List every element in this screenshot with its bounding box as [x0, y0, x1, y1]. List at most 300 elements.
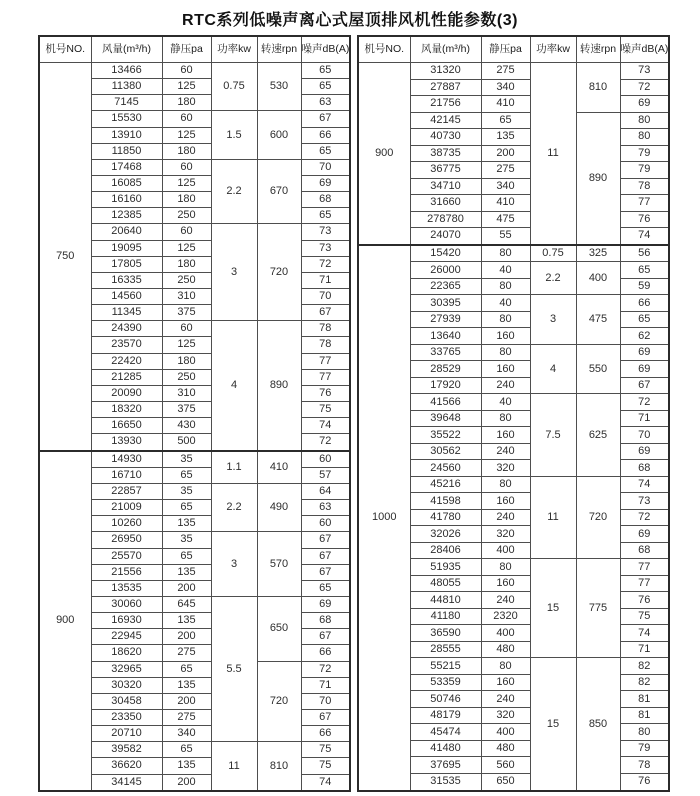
noise-cell: 69	[301, 596, 350, 612]
flow-cell: 36775	[410, 162, 481, 179]
pressure-cell: 645	[162, 596, 211, 612]
flow-cell: 23350	[91, 709, 162, 725]
pressure-cell: 40	[481, 394, 530, 411]
pressure-cell: 80	[481, 245, 530, 262]
noise-cell: 70	[301, 159, 350, 175]
flow-cell: 34710	[410, 178, 481, 195]
noise-cell: 68	[620, 460, 669, 477]
noise-cell: 69	[620, 344, 669, 361]
pressure-cell: 320	[481, 707, 530, 724]
noise-cell: 68	[301, 192, 350, 208]
pressure-cell: 340	[481, 79, 530, 96]
speed-cell: 720	[257, 224, 301, 321]
pressure-cell: 250	[162, 369, 211, 385]
power-cell: 3	[211, 224, 257, 321]
noise-cell: 68	[620, 542, 669, 559]
col-header-model: 机号NO.	[39, 36, 91, 63]
flow-cell: 17805	[91, 256, 162, 272]
noise-cell: 72	[301, 256, 350, 272]
flow-cell: 22945	[91, 629, 162, 645]
pressure-cell: 35	[162, 484, 211, 500]
noise-cell: 67	[620, 377, 669, 394]
flow-cell: 16650	[91, 418, 162, 434]
power-cell: 11	[530, 476, 576, 559]
speed-cell: 410	[257, 451, 301, 484]
speed-cell: 475	[576, 295, 620, 345]
pressure-cell: 400	[481, 625, 530, 642]
flow-cell: 21009	[91, 500, 162, 516]
flow-cell: 42145	[410, 112, 481, 129]
noise-cell: 60	[301, 516, 350, 532]
noise-cell: 65	[301, 79, 350, 95]
power-cell: 4	[211, 321, 257, 451]
pressure-cell: 200	[162, 629, 211, 645]
header-row	[39, 36, 350, 63]
pressure-cell: 160	[481, 575, 530, 592]
pressure-cell: 80	[481, 278, 530, 295]
pressure-cell: 375	[162, 401, 211, 417]
pressure-cell: 275	[162, 645, 211, 661]
flow-cell: 20710	[91, 726, 162, 742]
flow-cell: 33765	[410, 344, 481, 361]
flow-cell: 31535	[410, 773, 481, 791]
col-header-noise: 噪声dB(A)	[301, 36, 350, 63]
pressure-cell: 320	[481, 526, 530, 543]
pressure-cell: 250	[162, 272, 211, 288]
noise-cell: 74	[620, 228, 669, 245]
flow-cell: 26000	[410, 262, 481, 279]
pressure-cell: 60	[162, 111, 211, 127]
noise-cell: 67	[301, 111, 350, 127]
flow-cell: 15420	[410, 245, 481, 262]
flow-cell: 14930	[91, 451, 162, 468]
col-header-flow: 风量(m³/h)	[410, 36, 481, 63]
col-header-power: 功率kw	[211, 36, 257, 63]
noise-cell: 72	[301, 434, 350, 451]
speed-cell: 810	[257, 742, 301, 791]
power-cell: 11	[211, 742, 257, 791]
pressure-cell: 60	[162, 63, 211, 79]
pressure-cell: 60	[162, 224, 211, 240]
speed-cell: 890	[576, 112, 620, 245]
noise-cell: 66	[301, 645, 350, 661]
pressure-cell: 135	[162, 564, 211, 580]
speed-cell: 650	[257, 596, 301, 661]
noise-cell: 71	[620, 410, 669, 427]
noise-cell: 74	[301, 774, 350, 791]
speed-cell: 600	[257, 111, 301, 159]
noise-cell: 77	[301, 369, 350, 385]
speed-cell: 720	[576, 476, 620, 559]
model-cell: 1000	[358, 245, 410, 791]
power-cell: 0.75	[530, 245, 576, 262]
noise-cell: 71	[620, 641, 669, 658]
noise-cell: 77	[301, 353, 350, 369]
noise-cell: 76	[620, 211, 669, 228]
col-header-noise: 噪声dB(A)	[620, 36, 669, 63]
flow-cell: 30458	[91, 693, 162, 709]
pressure-cell: 200	[481, 145, 530, 162]
flow-cell: 16160	[91, 192, 162, 208]
flow-cell: 27887	[410, 79, 481, 96]
flow-cell: 48055	[410, 575, 481, 592]
pressure-cell: 35	[162, 451, 211, 468]
noise-cell: 74	[620, 625, 669, 642]
col-header-model: 机号NO.	[358, 36, 410, 63]
flow-cell: 7145	[91, 95, 162, 111]
flow-cell: 18620	[91, 645, 162, 661]
flow-cell: 55215	[410, 658, 481, 675]
pressure-cell: 240	[481, 443, 530, 460]
pressure-cell: 2320	[481, 608, 530, 625]
pressure-cell: 275	[162, 709, 211, 725]
pressure-cell: 80	[481, 559, 530, 576]
flow-cell: 41598	[410, 493, 481, 510]
pressure-cell: 65	[481, 112, 530, 129]
speed-cell: 490	[257, 484, 301, 532]
power-cell: 2.2	[211, 159, 257, 224]
noise-cell: 80	[620, 724, 669, 741]
noise-cell: 63	[301, 95, 350, 111]
flow-cell: 38735	[410, 145, 481, 162]
power-cell: 2.2	[211, 484, 257, 532]
flow-cell: 11850	[91, 143, 162, 159]
pressure-cell: 65	[162, 467, 211, 483]
pressure-cell: 275	[481, 162, 530, 179]
flow-cell: 11380	[91, 79, 162, 95]
col-header-speed: 转速rpn	[257, 36, 301, 63]
noise-cell: 74	[620, 476, 669, 493]
flow-cell: 41180	[410, 608, 481, 625]
power-cell: 15	[530, 559, 576, 658]
noise-cell: 65	[620, 262, 669, 279]
flow-cell: 30562	[410, 443, 481, 460]
flow-cell: 30395	[410, 295, 481, 312]
flow-cell: 31320	[410, 63, 481, 80]
flow-cell: 30060	[91, 596, 162, 612]
flow-cell: 28555	[410, 641, 481, 658]
noise-cell: 73	[620, 63, 669, 80]
noise-cell: 69	[620, 526, 669, 543]
flow-cell: 17468	[91, 159, 162, 175]
noise-cell: 65	[301, 208, 350, 224]
pressure-cell: 135	[162, 516, 211, 532]
pressure-cell: 35	[162, 532, 211, 548]
flow-cell: 16335	[91, 272, 162, 288]
speed-cell: 810	[576, 63, 620, 113]
flow-cell: 21756	[410, 96, 481, 113]
power-cell: 11	[530, 63, 576, 245]
col-header-pressure: 静压pa	[481, 36, 530, 63]
noise-cell: 72	[301, 661, 350, 677]
noise-cell: 66	[620, 295, 669, 312]
flow-cell: 11345	[91, 305, 162, 321]
pressure-cell: 180	[162, 353, 211, 369]
noise-cell: 72	[620, 394, 669, 411]
spec-table	[357, 35, 670, 792]
col-header-power: 功率kw	[530, 36, 576, 63]
flow-cell: 16930	[91, 613, 162, 629]
noise-cell: 70	[301, 693, 350, 709]
pressure-cell: 560	[481, 757, 530, 774]
pressure-cell: 240	[481, 691, 530, 708]
flow-cell: 12385	[91, 208, 162, 224]
noise-cell: 82	[620, 674, 669, 691]
noise-cell: 78	[301, 321, 350, 337]
pressure-cell: 80	[481, 311, 530, 328]
noise-cell: 67	[301, 709, 350, 725]
col-header-speed: 转速rpn	[576, 36, 620, 63]
pressure-cell: 240	[481, 592, 530, 609]
pressure-cell: 240	[481, 509, 530, 526]
flow-cell: 31660	[410, 195, 481, 212]
noise-cell: 71	[301, 677, 350, 693]
flow-cell: 23570	[91, 337, 162, 353]
pressure-cell: 320	[481, 460, 530, 477]
pressure-cell: 200	[162, 580, 211, 596]
flow-cell: 53359	[410, 674, 481, 691]
flow-cell: 13930	[91, 434, 162, 451]
model-cell: 750	[39, 63, 91, 451]
flow-cell: 13640	[410, 328, 481, 345]
pressure-cell: 310	[162, 385, 211, 401]
pressure-cell: 340	[162, 726, 211, 742]
power-cell: 7.5	[530, 394, 576, 477]
flow-cell: 28406	[410, 542, 481, 559]
noise-cell: 81	[620, 707, 669, 724]
flow-cell: 24390	[91, 321, 162, 337]
pressure-cell: 135	[162, 758, 211, 774]
noise-cell: 63	[301, 500, 350, 516]
flow-cell: 30320	[91, 677, 162, 693]
col-header-flow: 风量(m³/h)	[91, 36, 162, 63]
speed-cell: 400	[576, 262, 620, 295]
pressure-cell: 480	[481, 740, 530, 757]
flow-cell: 32965	[91, 661, 162, 677]
noise-cell: 64	[301, 484, 350, 500]
pressure-cell: 180	[162, 256, 211, 272]
noise-cell: 56	[620, 245, 669, 262]
noise-cell: 73	[301, 224, 350, 240]
pressure-cell: 55	[481, 228, 530, 245]
flow-cell: 10260	[91, 516, 162, 532]
pressure-cell: 125	[162, 127, 211, 143]
noise-cell: 65	[301, 143, 350, 159]
pressure-cell: 135	[162, 677, 211, 693]
pressure-cell: 250	[162, 208, 211, 224]
noise-cell: 72	[620, 509, 669, 526]
table-row	[358, 63, 669, 80]
power-cell: 3	[211, 532, 257, 597]
noise-cell: 71	[301, 272, 350, 288]
flow-cell: 28529	[410, 361, 481, 378]
tables-container	[38, 35, 669, 792]
noise-cell: 79	[620, 740, 669, 757]
noise-cell: 76	[301, 385, 350, 401]
noise-cell: 82	[620, 658, 669, 675]
noise-cell: 65	[301, 63, 350, 79]
noise-cell: 68	[301, 613, 350, 629]
noise-cell: 80	[620, 112, 669, 129]
speed-cell: 850	[576, 658, 620, 791]
noise-cell: 78	[620, 757, 669, 774]
power-cell: 0.75	[211, 63, 257, 111]
noise-cell: 78	[301, 337, 350, 353]
flow-cell: 17920	[410, 377, 481, 394]
noise-cell: 76	[620, 592, 669, 609]
noise-cell: 62	[620, 328, 669, 345]
pressure-cell: 160	[481, 361, 530, 378]
pressure-cell: 275	[481, 63, 530, 80]
table-row	[358, 245, 669, 262]
flow-cell: 278780	[410, 211, 481, 228]
flow-cell: 35522	[410, 427, 481, 444]
noise-cell: 79	[620, 162, 669, 179]
noise-cell: 80	[620, 129, 669, 146]
flow-cell: 14560	[91, 288, 162, 304]
pressure-cell: 65	[162, 548, 211, 564]
model-cell: 900	[358, 63, 410, 245]
speed-cell: 550	[576, 344, 620, 394]
pressure-cell: 125	[162, 175, 211, 191]
flow-cell: 13466	[91, 63, 162, 79]
flow-cell: 39648	[410, 410, 481, 427]
pressure-cell: 125	[162, 79, 211, 95]
noise-cell: 77	[620, 559, 669, 576]
speed-cell: 530	[257, 63, 301, 111]
pressure-cell: 125	[162, 337, 211, 353]
flow-cell: 36620	[91, 758, 162, 774]
pressure-cell: 200	[162, 693, 211, 709]
noise-cell: 67	[301, 564, 350, 580]
noise-cell: 77	[620, 575, 669, 592]
noise-cell: 79	[620, 145, 669, 162]
pressure-cell: 240	[481, 377, 530, 394]
speed-cell: 570	[257, 532, 301, 597]
flow-cell: 48179	[410, 707, 481, 724]
pressure-cell: 500	[162, 434, 211, 451]
speed-cell: 625	[576, 394, 620, 477]
pressure-cell: 400	[481, 724, 530, 741]
noise-cell: 76	[620, 773, 669, 791]
flow-cell: 41780	[410, 509, 481, 526]
pressure-cell: 410	[481, 195, 530, 212]
flow-cell: 27939	[410, 311, 481, 328]
pressure-cell: 310	[162, 288, 211, 304]
flow-cell: 22365	[410, 278, 481, 295]
pressure-cell: 650	[481, 773, 530, 791]
pressure-cell: 80	[481, 344, 530, 361]
flow-cell: 13910	[91, 127, 162, 143]
noise-cell: 65	[620, 311, 669, 328]
power-cell: 3	[530, 295, 576, 345]
noise-cell: 77	[620, 195, 669, 212]
flow-cell: 32026	[410, 526, 481, 543]
flow-cell: 25570	[91, 548, 162, 564]
noise-cell: 78	[620, 178, 669, 195]
power-cell: 15	[530, 658, 576, 791]
noise-cell: 65	[301, 580, 350, 596]
col-header-pressure: 静压pa	[162, 36, 211, 63]
flow-cell: 22857	[91, 484, 162, 500]
table-row	[39, 451, 350, 468]
flow-cell: 20640	[91, 224, 162, 240]
flow-cell: 41480	[410, 740, 481, 757]
flow-cell: 45474	[410, 724, 481, 741]
speed-cell: 775	[576, 559, 620, 658]
pressure-cell: 80	[481, 658, 530, 675]
flow-cell: 45216	[410, 476, 481, 493]
noise-cell: 73	[301, 240, 350, 256]
model-cell: 900	[39, 451, 91, 791]
pressure-cell: 200	[162, 774, 211, 791]
flow-cell: 51935	[410, 559, 481, 576]
flow-cell: 24070	[410, 228, 481, 245]
speed-cell: 670	[257, 159, 301, 224]
power-cell: 5.5	[211, 596, 257, 741]
pressure-cell: 135	[162, 613, 211, 629]
flow-cell: 16085	[91, 175, 162, 191]
pressure-cell: 60	[162, 159, 211, 175]
flow-cell: 34145	[91, 774, 162, 791]
flow-cell: 36590	[410, 625, 481, 642]
table-row	[39, 63, 350, 79]
noise-cell: 67	[301, 305, 350, 321]
noise-cell: 70	[301, 288, 350, 304]
pressure-cell: 80	[481, 410, 530, 427]
flow-cell: 22420	[91, 353, 162, 369]
pressure-cell: 340	[481, 178, 530, 195]
flow-cell: 41566	[410, 394, 481, 411]
flow-cell: 15530	[91, 111, 162, 127]
left-spec-table-mount	[38, 35, 351, 792]
pressure-cell: 160	[481, 427, 530, 444]
noise-cell: 75	[301, 401, 350, 417]
speed-cell: 720	[257, 661, 301, 742]
flow-cell: 44810	[410, 592, 481, 609]
noise-cell: 67	[301, 629, 350, 645]
speed-cell: 890	[257, 321, 301, 451]
pressure-cell: 480	[481, 641, 530, 658]
spec-table	[38, 35, 351, 792]
pressure-cell: 430	[162, 418, 211, 434]
noise-cell: 59	[620, 278, 669, 295]
right-spec-table-mount	[357, 35, 670, 792]
noise-cell: 73	[620, 493, 669, 510]
noise-cell: 75	[620, 608, 669, 625]
flow-cell: 21556	[91, 564, 162, 580]
pressure-cell: 160	[481, 674, 530, 691]
noise-cell: 66	[301, 726, 350, 742]
noise-cell: 69	[301, 175, 350, 191]
pressure-cell: 60	[162, 321, 211, 337]
flow-cell: 40730	[410, 129, 481, 146]
pressure-cell: 410	[481, 96, 530, 113]
speed-cell: 325	[576, 245, 620, 262]
flow-cell: 13535	[91, 580, 162, 596]
flow-cell: 26950	[91, 532, 162, 548]
noise-cell: 69	[620, 96, 669, 113]
pressure-cell: 80	[481, 476, 530, 493]
flow-cell: 50746	[410, 691, 481, 708]
power-cell: 2.2	[530, 262, 576, 295]
flow-cell: 20090	[91, 385, 162, 401]
pressure-cell: 160	[481, 493, 530, 510]
pressure-cell: 160	[481, 328, 530, 345]
power-cell: 1.5	[211, 111, 257, 159]
power-cell: 4	[530, 344, 576, 394]
noise-cell: 74	[301, 418, 350, 434]
